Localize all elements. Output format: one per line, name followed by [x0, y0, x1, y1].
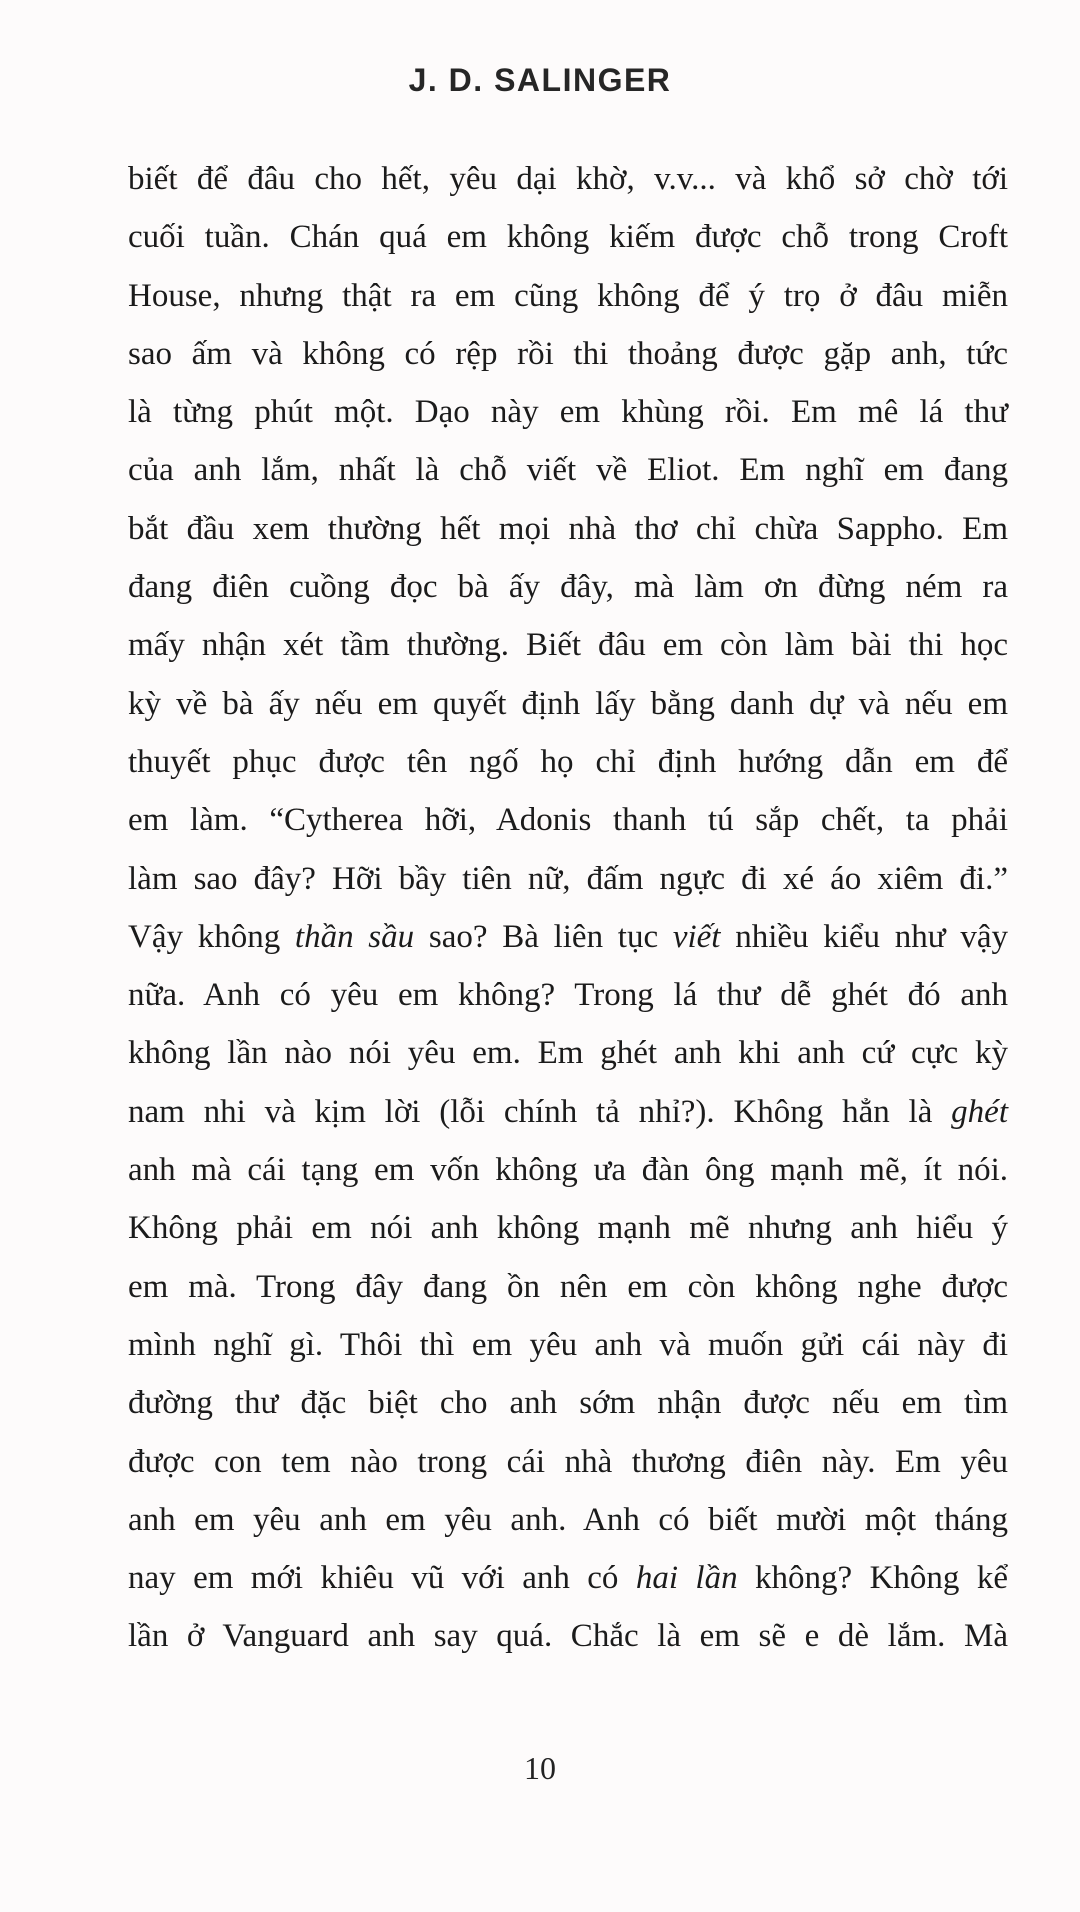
line-text: mấy nhận xét tầm thường. Biết đâu em còn làm bài thi học [128, 627, 1008, 664]
text-line [128, 558, 1008, 616]
text-line [128, 150, 1008, 208]
line-text: được con tem nào trong cái nhà thương điên này. Em yêu [128, 1443, 1008, 1480]
text-line [128, 1141, 1008, 1199]
line-text: thuyết phục được tên ngố họ chỉ định hướng dẫn em để [128, 743, 1008, 780]
line-text: không lần nào nói yêu em. Em ghét anh khi anh cứ cực kỳ [128, 1035, 1008, 1072]
text-line [128, 966, 1008, 1024]
text-line [128, 208, 1008, 266]
text-line [128, 1607, 1008, 1665]
text-line [128, 1199, 1008, 1257]
page-number: 10 [524, 1750, 556, 1786]
line-text: nữa. Anh có yêu em không? Trong lá thư dễ ghét đó anh [128, 977, 1008, 1014]
line-text: kỳ về bà ấy nếu em quyết định lấy bằng danh dự và nếu em [128, 685, 1008, 722]
text-line [128, 616, 1008, 674]
text-line [128, 675, 1008, 733]
line-text: mình nghĩ gì. Thôi thì em yêu anh và muốn gửi cái này đi [128, 1326, 1008, 1363]
line-text: em mà. Trong đây đang ồn nên em còn không nghe được [128, 1268, 1008, 1305]
line-text: anh mà cái tạng em vốn không ưa đàn ông mạnh mẽ, ít nói. [128, 1152, 1008, 1189]
line-text: đang điên cuồng đọc bà ấy đây, mà làm ơn đừng ném ra [128, 569, 1008, 606]
text-line [128, 325, 1008, 383]
line-text: đường thư đặc biệt cho anh sớm nhận được nếu em tìm [128, 1385, 1008, 1422]
italic-text: hai lần [635, 1560, 738, 1597]
line-text: House, nhưng thật ra em cũng không để ý trọ ở đâu miễn [128, 277, 1008, 314]
line-text: sao ấm và không có rệp rồi thi thoảng được gặp anh, tức [128, 335, 1008, 372]
line-text: Vậy không [128, 918, 295, 955]
text-line [128, 1491, 1008, 1549]
line-text: Không phải em nói anh không mạnh mẽ nhưng anh hiểu ý [128, 1210, 1008, 1247]
text-line [128, 441, 1008, 499]
text-line [128, 1024, 1008, 1082]
italic-text: thần sầu [294, 918, 415, 955]
text-line [128, 908, 1008, 966]
line-text: cuối tuần. Chán quá em không kiếm được chỗ trong Croft [128, 219, 1008, 256]
text-line [128, 1374, 1008, 1432]
text-line [128, 1549, 1008, 1607]
text-line [128, 850, 1008, 908]
text-line [128, 1433, 1008, 1491]
line-text: biết để đâu cho hết, yêu dại khờ, v.v... và khổ sở chờ tới [128, 161, 1008, 197]
line-text: anh em yêu anh em yêu anh. Anh có biết mười một tháng [128, 1501, 1008, 1538]
running-header-author: J. D. SALINGER [408, 62, 672, 98]
italic-text: ghét [951, 1093, 1008, 1130]
line-text: lần ở Vanguard anh say quá. Chắc là em sẽ e dè lắm. Mà [128, 1618, 1008, 1655]
text-line [128, 1258, 1008, 1316]
text-line [128, 267, 1008, 325]
line-text: làm sao đây? Hỡi bầy tiên nữ, đấm ngực đi xé áo xiêm đi.” [128, 860, 1008, 897]
text-line [128, 500, 1008, 558]
line-text: của anh lắm, nhất là chỗ viết về Eliot. Em nghĩ em đang [128, 452, 1008, 489]
line-text: sao? Bà liên tục [414, 918, 673, 955]
line-text: nam nhi và kịm lời (lỗi chính tả nhỉ?). Không hẳn là [128, 1093, 952, 1130]
italic-text: viết [672, 918, 721, 955]
body-text [128, 150, 1008, 1666]
line-text: không? Không kể [737, 1560, 1008, 1597]
line-text: nhiều kiểu như vậy [720, 918, 1009, 955]
text-line [128, 383, 1008, 441]
text-line [128, 733, 1008, 791]
text-line [128, 1316, 1008, 1374]
line-text: bắt đầu xem thường hết mọi nhà thơ chỉ chừa Sappho. Em [128, 510, 1008, 547]
line-text: em làm. “Cytherea hỡi, Adonis thanh tú sắp chết, ta phải [128, 802, 1008, 839]
text-line [128, 1083, 1008, 1141]
line-text: nay em mới khiêu vũ với anh có [128, 1560, 636, 1597]
line-text: là từng phút một. Dạo này em khùng rồi. Em mê lá thư [128, 394, 1008, 431]
text-line [128, 791, 1008, 849]
